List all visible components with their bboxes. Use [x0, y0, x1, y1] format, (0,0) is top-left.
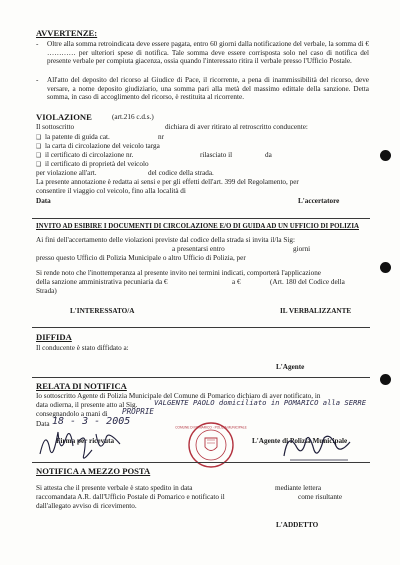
agente-pm-label: L'Agente di Polizia Municipale [252, 437, 348, 445]
notifica-line1-a: Si attesta che il presente verbale è stato spedito in data [36, 484, 193, 492]
invito-line6: Strada) [36, 287, 57, 295]
invito-line2-b: giorni [293, 245, 311, 253]
agent-signature [280, 430, 360, 464]
relata-line2: data odierna, il presente atto al Sig. [36, 401, 138, 409]
violazione-viaggio: consentire il viaggio col veicolo, fino alla località di [36, 187, 186, 195]
notifica-line3: dall'allegato avviso di ricevimento. [36, 502, 137, 510]
avvertenze-item-1: Oltre alla somma retroindicata deve essere pagata, entro 60 giorni dalla notificazione del verbale, la somma di € ………… per ulteriori spese di notifica. Tale somma deve essere corrisposta solo nel caso di notifica del presente verbale per compiuta giacenza, ossia quando l'interessato ritira il verbale presso l'Ufficio Postale. [47, 40, 369, 66]
diffida-agente-label: L'Agente [276, 363, 305, 371]
avvertenze-bullet-1: - [36, 40, 39, 48]
option-da: da [265, 151, 272, 159]
violazione-line1-a: Il sottoscritto [36, 123, 75, 131]
divider [32, 377, 370, 378]
addetto-label: L'ADDETTO [276, 521, 319, 529]
avvertenze-bullet-2: - [36, 76, 39, 84]
invito-line5-a: della sanzione amministrativa pecuniaria da € [36, 278, 168, 286]
checkbox-icon: ❑ [36, 152, 42, 159]
violazione-ref: (art.216 c.d.s.) [112, 113, 154, 121]
relata-data-label: Data [36, 420, 50, 428]
relata-heading: RELATA DI NOTIFICA [36, 381, 127, 391]
divider [32, 327, 370, 328]
violazione-line1-b: dichiara di aver ritirato al retroscritto conducente: [165, 123, 308, 131]
checkbox-icon: ❑ [36, 134, 42, 141]
invito-line1: Ai fini dell'accertamento delle violazioni previste dal codice della strada si invita il/la Sig: [36, 236, 295, 244]
divider [32, 462, 370, 463]
relata-line1: Io sottoscritto Agente di Polizia Municipale del Comune di Pomarico dichiaro di aver notificato, in [36, 392, 321, 400]
punch-hole-bottom [380, 374, 391, 385]
option-certificato-label: il certificato di circolazione nr. [44, 151, 134, 159]
relata-line3: consegnandolo a mani di [36, 410, 108, 418]
notifica-line1-b: mediante lettera [275, 484, 322, 492]
invito-heading: INVITO AD ESIBIRE I DOCUMENTI DI CIRCOLAZIONE E/O DI GUIDA AD UN UFFICIO DI POLIZIA [36, 223, 360, 230]
stamp-text: COMUNE DI POMARICO · POLIZIA MUNICIPALE [175, 425, 247, 430]
handwritten-recipient: VALGENTE PAOLO domiciliato in POMARICO alla SERRE [154, 398, 367, 407]
notifica-posta-heading: NOTIFICA A MEZZO POSTA [36, 466, 151, 476]
option-carta-label: la carta di circolazione del veicolo targa [44, 142, 160, 150]
handwritten-date: 18 - 3 - 2005 [52, 416, 131, 427]
invito-line4: Si rende noto che l'inottemperanza al presente invito nei termini indicati, comporterà l'applicazione [36, 269, 321, 277]
option-patente-nr: nr [158, 133, 164, 141]
invito-line3: presso questo Ufficio di Polizia Municipale o altro Ufficio di Polizia, per [36, 254, 246, 262]
violazione-heading: VIOLAZIONE [36, 112, 92, 122]
violazione-art-a: per violazione all'art. [36, 169, 97, 177]
option-proprieta-label: il certificato di proprietà del veicolo [44, 160, 149, 168]
checkbox-icon: ❑ [36, 143, 42, 150]
handwritten-consegna: PROPRIE [122, 407, 155, 416]
option-rilasciato: rilasciato il [200, 151, 233, 159]
accertatore-label: L'accertatore [298, 197, 340, 205]
punch-hole-middle [380, 262, 391, 273]
diffida-heading: DIFFIDA [36, 332, 72, 342]
diffida-line1: Il conducente è stato diffidato a: [36, 344, 129, 352]
avvertenze-heading: AVVERTENZE: [36, 28, 98, 38]
violazione-regolamento: La presente annotazione è redatta ai sensi e per gli effetti dell'art. 399 del Regolamento, per [36, 178, 299, 186]
punch-hole-top [380, 150, 391, 161]
invito-line5-c: (Art. 180 del Codice della [270, 278, 345, 286]
option-patente-label: la patente di guida cat. [44, 133, 110, 141]
invito-line2-a: a presentarsi entro [172, 245, 225, 253]
interessato-label: L'INTERESSATO/A [70, 307, 135, 315]
checkbox-icon: ❑ [36, 161, 42, 168]
verbalizzante-label: IL VERBALIZZANTE [280, 307, 352, 315]
violazione-art-b: del codice della strada. [148, 169, 214, 177]
recipient-signature [36, 424, 136, 464]
notifica-line2-a: raccomandata A.R. dall'Ufficio Postale di Pomarico e notificato il [36, 493, 225, 501]
avvertenze-item-2: All'atto del deposito del ricorso al Giudice di Pace, il ricorrente, a pena di inammissibilità del ricorso, deve versare, a nome deposito giudiziario, una somma pari alla metà del massimo edittale della sanzione. Detta somma, in caso di accoglimento del ricorso, è restituita al ricorrente. [47, 76, 369, 102]
firma-ricevuta-label: Firma per ricevuta [56, 437, 115, 445]
violazione-data-label: Data [36, 197, 51, 205]
notifica-line2-b: come risultante [298, 493, 343, 501]
divider [32, 218, 370, 219]
invito-line5-b: a € [232, 278, 241, 286]
